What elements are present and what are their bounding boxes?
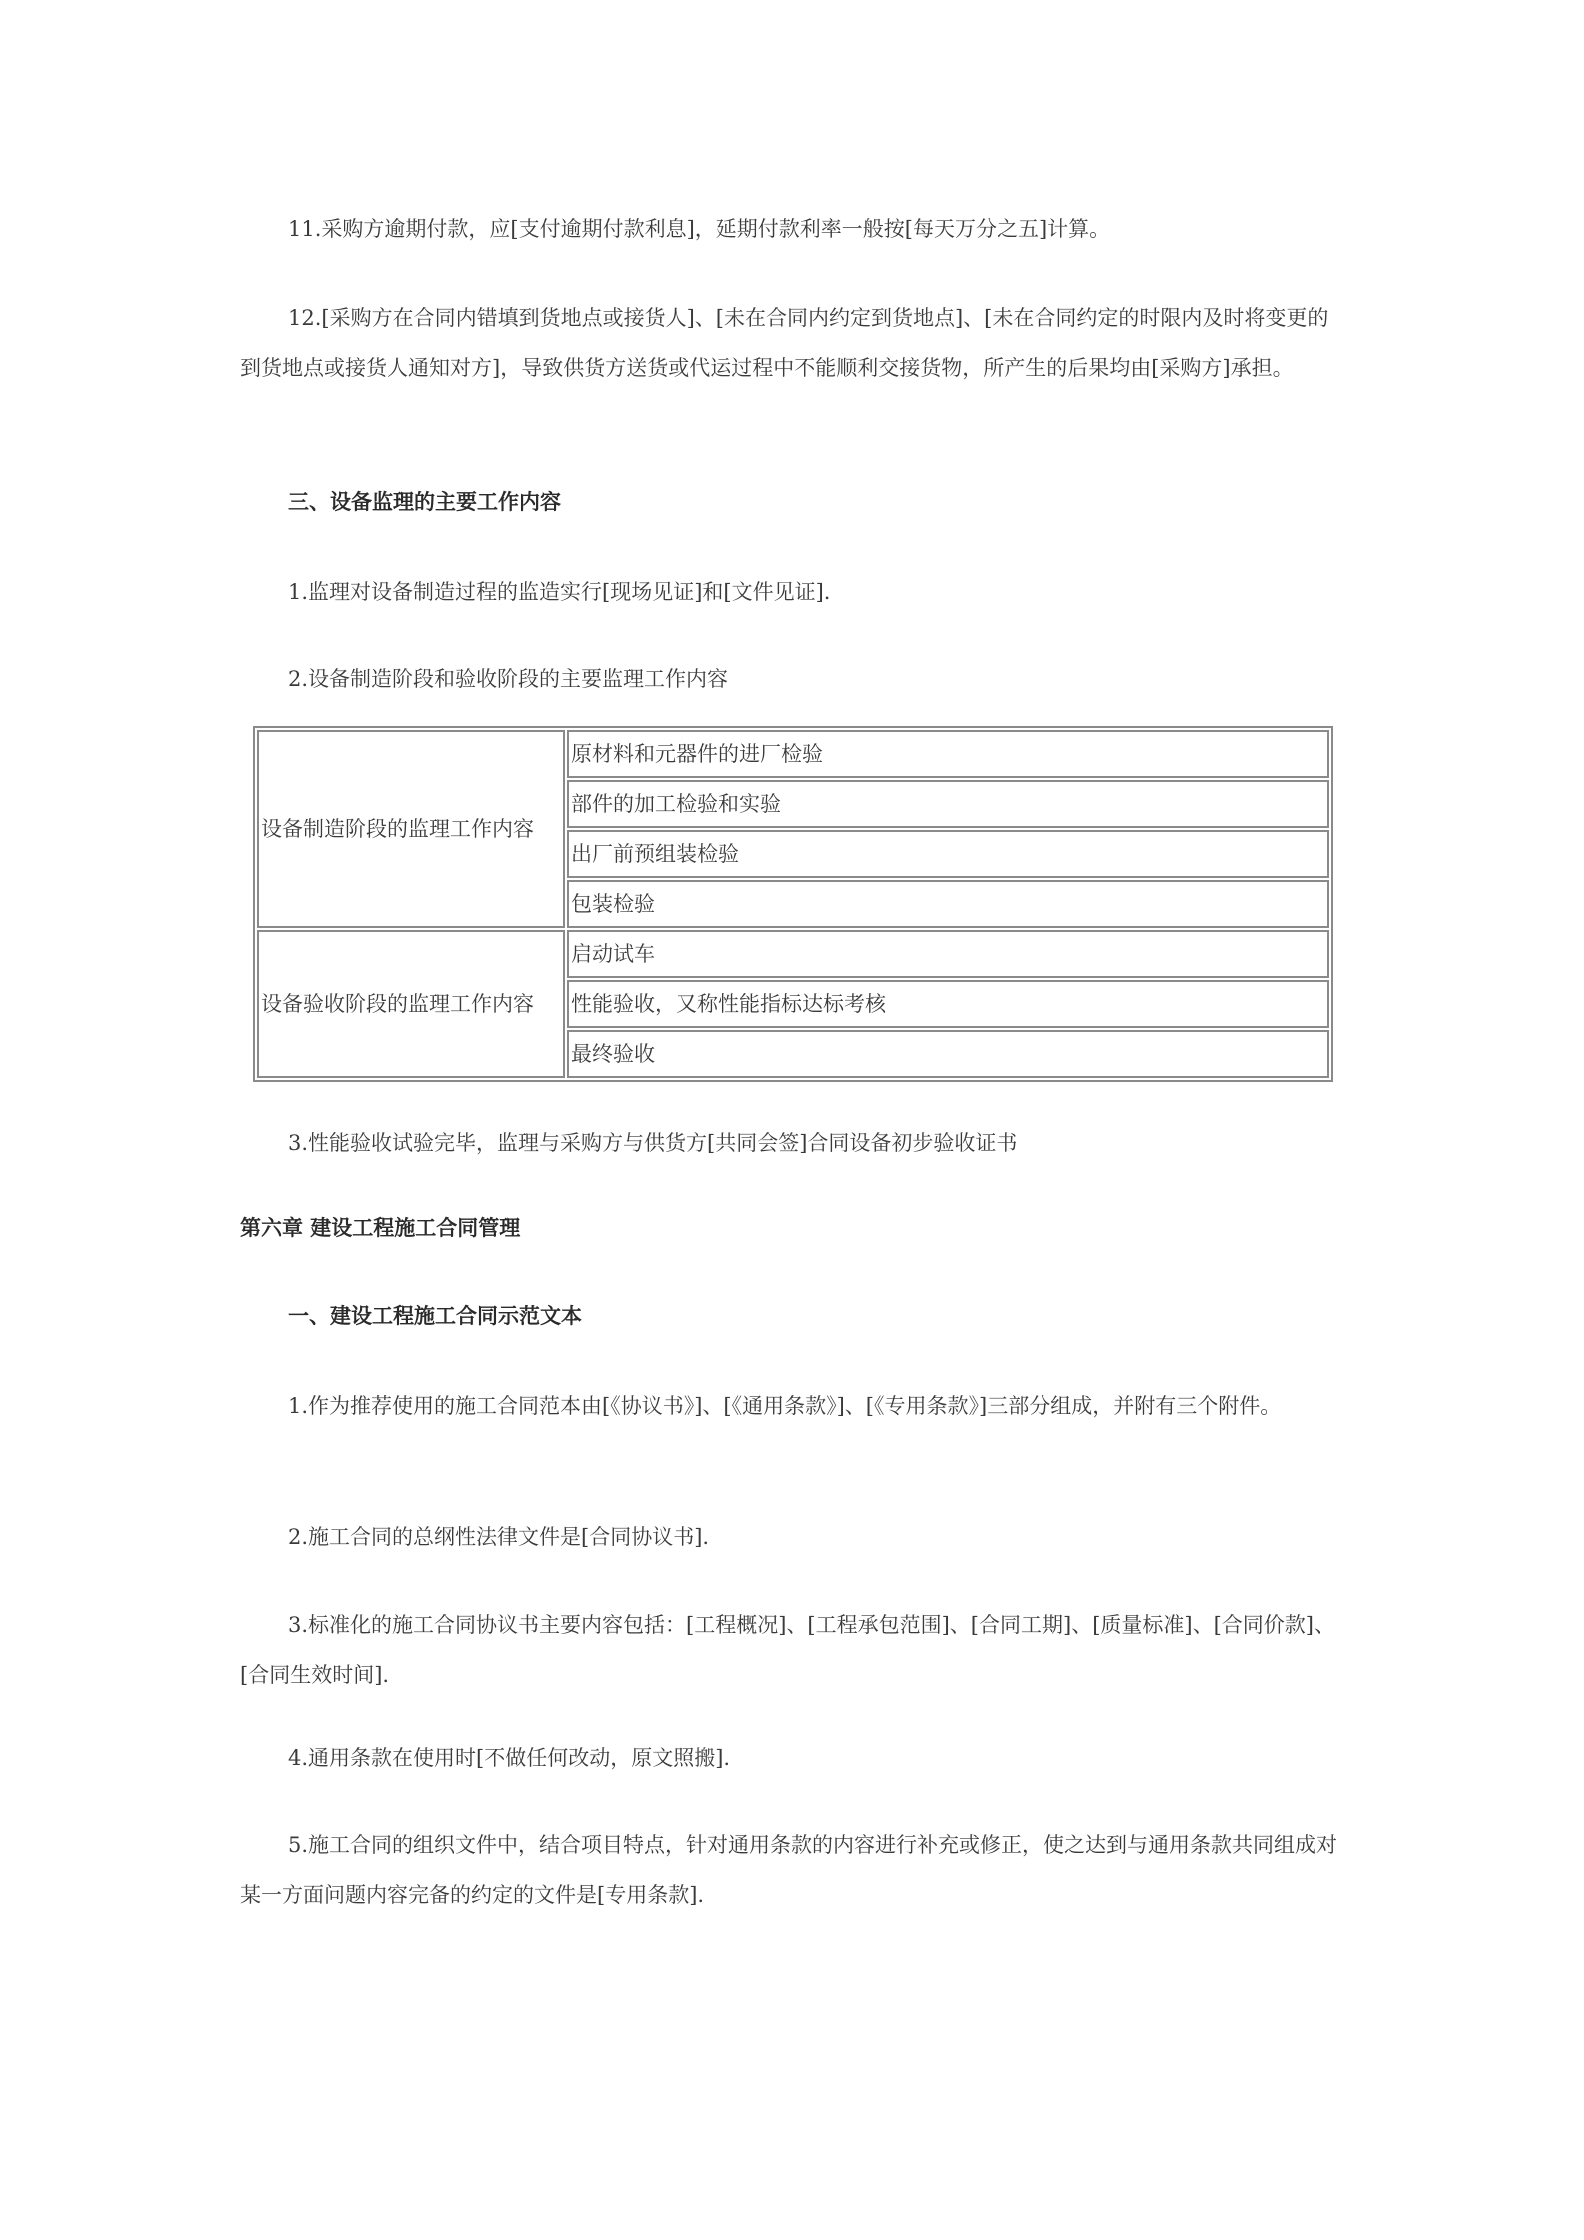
paragraph-contract-item-2: 2.施工合同的总纲性法律文件是[合同协议书]. — [288, 1525, 710, 1549]
section-heading-equipment-supervision: 三、设备监理的主要工作内容 — [288, 489, 561, 514]
paragraph-contract-item-3: 3.标准化的施工合同协议书主要内容包括：[工程概况]、[工程承包范围]、[合同工期]、[质量标准]、[合同价款]、[合同生效时间]. — [240, 1613, 1335, 1687]
section-heading-contract-template: 一、建设工程施工合同示范文本 — [288, 1303, 582, 1328]
supervision-content-table — [253, 726, 1333, 1082]
chapter-heading-6: 第六章 建设工程施工合同管理 — [240, 1215, 521, 1240]
paragraph-item-12: 12.[采购方在合同内错填到货地点或接货人]、[未在合同内约定到货地点]、[未在合同约定的时限内及时将变更的到货地点或接货人通知对方]，导致供货方送货或代运过程中不能顺利交接货物，所产生的后果均由[采购方]承担。 — [240, 306, 1329, 380]
table-cell: 性能验收，又称性能指标达标考核 — [567, 980, 1329, 1028]
table-cell: 出厂前预组装检验 — [567, 830, 1329, 878]
table-cell: 最终验收 — [567, 1030, 1329, 1078]
stage-cell-manufacturing: 设备制造阶段的监理工作内容 — [257, 730, 565, 928]
paragraph-supervision-item-1: 1.监理对设备制造过程的监造实行[现场见证]和[文件见证]. — [288, 580, 831, 604]
table-cell: 部件的加工检验和实验 — [567, 780, 1329, 828]
table-row — [257, 730, 1329, 778]
paragraph-supervision-item-2: 2.设备制造阶段和验收阶段的主要监理工作内容 — [288, 667, 729, 691]
stage-cell-acceptance: 设备验收阶段的监理工作内容 — [257, 930, 565, 1078]
table-row — [257, 930, 1329, 978]
paragraph-contract-item-5: 5.施工合同的组织文件中，结合项目特点，针对通用条款的内容进行补充或修正，使之达到与通用条款共同组成对某一方面问题内容完备的约定的文件是[专用条款]. — [240, 1833, 1338, 1907]
paragraph-contract-item-1: 1.作为推荐使用的施工合同范本由[《协议书》]、[《通用条款》]、[《专用条款》]三部分组成，并附有三个附件。 — [288, 1394, 1282, 1418]
paragraph-item-11: 11.采购方逾期付款，应[支付逾期付款利息]，延期付款利率一般按[每天万分之五]计算。 — [288, 217, 1111, 241]
table-cell: 原材料和元器件的进厂检验 — [567, 730, 1329, 778]
table-cell: 包装检验 — [567, 880, 1329, 928]
paragraph-contract-item-4: 4.通用条款在使用时[不做任何改动，原文照搬]. — [288, 1746, 731, 1770]
paragraph-supervision-item-3: 3.性能验收试验完毕，监理与采购方与供货方[共同会签]合同设备初步验收证书 — [288, 1131, 1018, 1155]
table-cell: 启动试车 — [567, 930, 1329, 978]
